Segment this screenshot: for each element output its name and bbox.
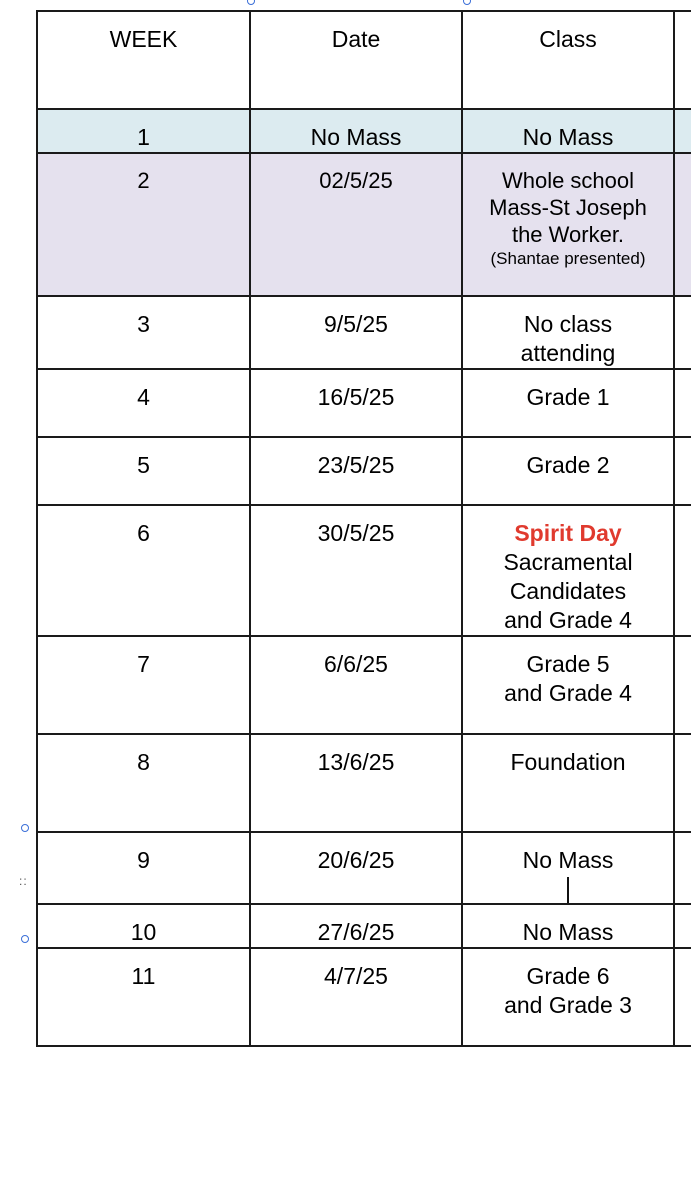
week-cell[interactable]: 8 xyxy=(37,734,250,832)
extra-cell[interactable] xyxy=(674,734,691,832)
table-row xyxy=(37,832,691,904)
extra-cell[interactable] xyxy=(674,153,691,296)
header-date[interactable]: Date xyxy=(250,11,462,109)
table-row xyxy=(37,734,691,832)
extra-cell[interactable] xyxy=(674,904,691,948)
class-text: and Grade 4 xyxy=(504,680,632,706)
date-cell[interactable]: 27/6/25 xyxy=(250,904,462,948)
week-cell[interactable]: 10 xyxy=(37,904,250,948)
week-cell[interactable]: 3 xyxy=(37,296,250,369)
week-cell[interactable]: 7 xyxy=(37,636,250,734)
class-cell[interactable] xyxy=(462,109,674,153)
class-text: No Mass xyxy=(522,124,614,150)
date-cell[interactable]: 23/5/25 xyxy=(250,437,462,505)
class-text: No Mass xyxy=(522,847,614,873)
class-text: Mass-St Joseph xyxy=(489,195,647,220)
class-text: and Grade 3 xyxy=(504,992,632,1018)
class-cell[interactable] xyxy=(462,369,674,437)
date-cell[interactable]: 9/5/25 xyxy=(250,296,462,369)
header-week[interactable]: WEEK xyxy=(37,11,250,109)
table-row xyxy=(37,904,691,948)
date-cell[interactable]: 30/5/25 xyxy=(250,505,462,636)
class-cell[interactable] xyxy=(462,832,674,904)
date-cell[interactable]: 6/6/25 xyxy=(250,636,462,734)
week-cell[interactable]: 4 xyxy=(37,369,250,437)
header-extra[interactable] xyxy=(674,11,691,109)
class-cell[interactable] xyxy=(462,296,674,369)
class-cell[interactable] xyxy=(462,437,674,505)
table-row xyxy=(37,109,691,153)
class-text: No class xyxy=(523,311,613,337)
class-cell[interactable] xyxy=(462,505,674,636)
extra-cell[interactable] xyxy=(674,109,691,153)
spirit-day-highlight: Spirit Day xyxy=(514,520,622,546)
date-cell[interactable]: No Mass xyxy=(250,109,462,153)
class-text: Candidates xyxy=(509,578,627,604)
class-cell[interactable] xyxy=(462,153,674,296)
row-drag-handle-icon[interactable]: :: xyxy=(19,874,28,888)
table-row xyxy=(37,505,691,636)
class-cell[interactable] xyxy=(462,948,674,1046)
class-cell[interactable] xyxy=(462,636,674,734)
week-cell[interactable]: 2 xyxy=(37,153,250,296)
week-cell[interactable]: 11 xyxy=(37,948,250,1046)
class-text: Grade 5 xyxy=(526,651,610,677)
table-header-row xyxy=(37,11,691,109)
class-text: and Grade 4 xyxy=(504,607,632,633)
extra-cell[interactable] xyxy=(674,296,691,369)
date-cell[interactable]: 16/5/25 xyxy=(250,369,462,437)
table-row xyxy=(37,296,691,369)
extra-cell[interactable] xyxy=(674,636,691,734)
extra-cell[interactable] xyxy=(674,369,691,437)
class-text: No Mass xyxy=(522,919,614,945)
week-cell[interactable]: 9 xyxy=(37,832,250,904)
schedule-table xyxy=(36,10,691,1047)
date-cell[interactable]: 13/6/25 xyxy=(250,734,462,832)
class-text: attending xyxy=(520,340,616,366)
table-row xyxy=(37,437,691,505)
date-cell[interactable]: 4/7/25 xyxy=(250,948,462,1046)
class-cell[interactable] xyxy=(462,904,674,948)
row-resize-handle-top[interactable] xyxy=(21,824,29,832)
table-row xyxy=(37,948,691,1046)
class-text: Foundation xyxy=(510,749,626,775)
class-text: Grade 6 xyxy=(526,963,610,989)
class-note: (Shantae presented) xyxy=(490,249,646,268)
class-text: Grade 2 xyxy=(526,452,610,478)
row-resize-handle-bottom[interactable] xyxy=(21,935,29,943)
extra-cell[interactable] xyxy=(674,832,691,904)
class-text: the Worker. xyxy=(511,222,625,247)
extra-cell[interactable] xyxy=(674,505,691,636)
week-cell[interactable]: 5 xyxy=(37,437,250,505)
table-row xyxy=(37,636,691,734)
week-cell[interactable]: 1 xyxy=(37,109,250,153)
column-resize-handle[interactable] xyxy=(463,0,471,5)
extra-cell[interactable] xyxy=(674,437,691,505)
extra-cell[interactable] xyxy=(674,948,691,1046)
class-text: Whole school xyxy=(501,168,635,193)
table-row xyxy=(37,153,691,296)
table-row xyxy=(37,369,691,437)
date-cell[interactable]: 02/5/25 xyxy=(250,153,462,296)
date-cell[interactable]: 20/6/25 xyxy=(250,832,462,904)
class-cell[interactable] xyxy=(462,734,674,832)
class-text: Sacramental xyxy=(503,549,633,575)
header-class[interactable]: Class xyxy=(462,11,674,109)
text-cursor xyxy=(567,877,569,903)
week-cell[interactable]: 6 xyxy=(37,505,250,636)
class-text: Grade 1 xyxy=(526,384,610,410)
column-resize-handle[interactable] xyxy=(247,0,255,5)
